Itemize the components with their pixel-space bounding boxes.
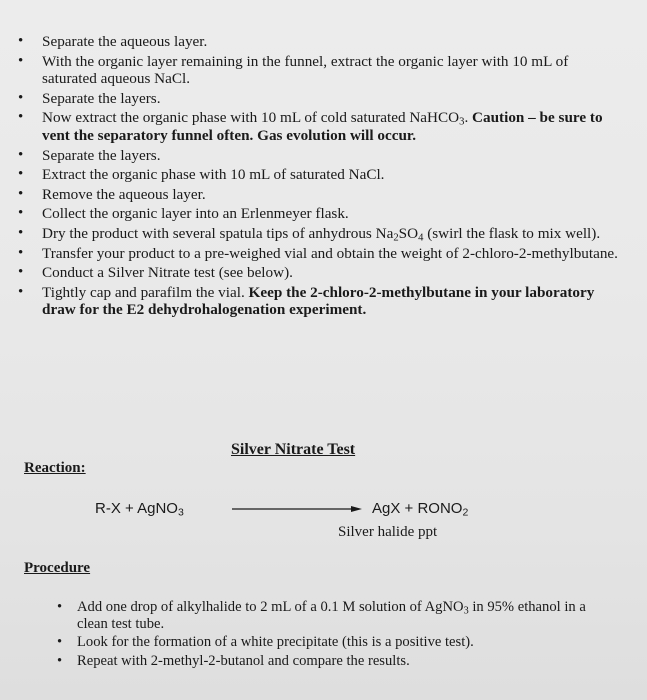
list-item: • Remove the aqueous layer. — [18, 186, 618, 204]
caution-text: Caution – be sure to vent the separatory funnel often. Gas evolution will occur. — [42, 109, 603, 144]
section-title: Silver Nitrate Test — [231, 441, 356, 458]
list-item: • Separate the layers. — [18, 147, 618, 165]
storage-note: Keep the 2-chloro-2-methylbutane in your laboratory draw for the E2 dehydrohalogenation experiment. — [42, 283, 595, 319]
list-item: • Conduct a Silver Nitrate test (see below). — [18, 264, 618, 282]
list-item: • Separate the layers. — [18, 90, 618, 108]
test-procedure-list — [57, 599, 597, 671]
procedure-label: Procedure — [24, 560, 91, 576]
list-item: • Look for the formation of a white precipitate (this is a positive test). — [57, 634, 597, 651]
products: AgX + $RONO_2$ — [372, 500, 469, 519]
list-item: • With the organic layer remaining in the funnel, extract the organic layer with 10 mL of saturated aqueous NaCl. — [18, 53, 618, 88]
list-item: • Separate the aqueous layer. — [18, 33, 618, 51]
list-item: • Tightly cap and parafilm the vial. Keep the 2-chloro-2-methylbutane in your laboratory draw for the E2 dehydrohalogenation experiment. — [18, 284, 618, 319]
list-item: • Repeat with 2-methyl-2-butanol and compare the results. — [57, 653, 597, 670]
reaction-label: Reaction: — [24, 460, 86, 476]
list-item: • Transfer your product to a pre-weighed vial and obtain the weight of 2-chloro-2-methylbutane. — [18, 245, 618, 263]
list-item: • Dry the product with several spatula tips of anhydrous $Na_2SO_4$ (swirl the flask to mix well). — [18, 225, 618, 243]
list-item: • Collect the organic layer into an Erlenmeyer flask. — [18, 205, 618, 223]
product-name: Silver halide ppt — [338, 524, 438, 540]
list-item: • Extract the organic phase with 10 mL of saturated NaCl. — [18, 166, 618, 184]
reaction-arrow-icon — [232, 503, 362, 515]
list-item: • Now extract the organic phase with 10 mL of cold saturated NaHCO$_3$. Caution – be sure to vent the separatory funnel often. Gas evolution will occur. — [18, 109, 618, 144]
list-item: • Add one drop of alkylhalide to 2 mL of a 0.1 M solution of AgNO$_3$ in 95% ethanol in a clean test tube. — [57, 599, 597, 633]
reactants: R-X + AgNO$_3$ — [95, 500, 184, 519]
procedure-steps-list — [18, 33, 618, 321]
